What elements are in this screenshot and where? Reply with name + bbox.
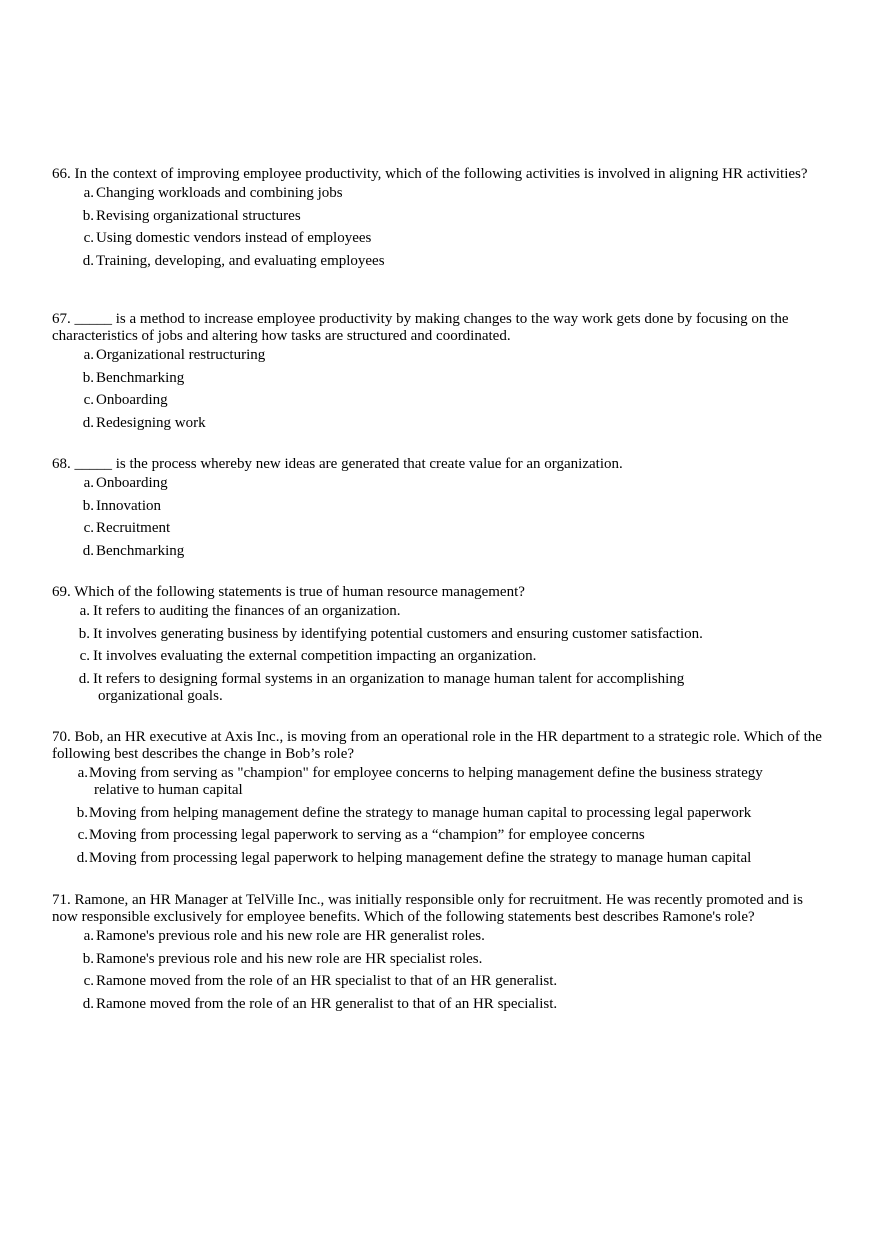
option-d [52,415,830,432]
question-stem: 71. Ramone, an HR Manager at TelVille Inc., was initially responsible only for recruitment. He was recently promoted and is now responsible exclusively for employee benefits. Which of the following statements best describes Ramone's role? [52,892,803,925]
question-stem: 68. _____ is the process whereby new ideas are generated that create value for an organization. [52,456,623,472]
option-letter: a. [79,603,90,619]
option-letter: a. [83,928,94,944]
option-text: It involves evaluating the external competition impacting an organization. [93,648,537,665]
option-c [52,230,830,247]
question-70 [52,729,830,872]
option-c [52,392,830,409]
option-letter: b. [82,369,94,386]
option-letter: d. [76,849,88,866]
option-c [52,827,830,844]
question-71 [52,892,830,1018]
option-letter: d. [82,542,94,559]
option-b [52,498,830,515]
option-text: Recruitment [96,520,171,537]
option-text: Redesigning work [96,414,206,431]
option-text: Benchmarking [96,369,185,386]
question-stem: 70. Bob, an HR executive at Axis Inc., is moving from an operational role in the HR department to a strategic role. Which of the following best describes the change in Bob’s role? [52,729,822,762]
option-letter: a. [83,347,94,363]
option-letter: c. [79,648,90,665]
option-b [52,208,830,225]
option-list [52,185,830,270]
option-text: Ramone moved from the role of an HR generalist to that of an HR specialist. [96,995,558,1012]
option-text: Moving from serving as "champion" for employee concerns to helping management define the business strategy [89,765,763,781]
option-list [52,475,830,560]
option-letter: a. [83,185,94,201]
option-letter: b. [76,804,88,821]
option-letter: c. [83,230,94,247]
option-d [52,996,830,1013]
option-text: Ramone's previous role and his new role are HR specialist roles. [96,950,483,967]
option-letter: d. [82,995,94,1012]
question-68 [52,456,830,565]
option-text: Moving from helping management define the strategy to manage human capital to processing legal paperwork [89,804,752,821]
option-list [52,347,830,432]
option-text: Innovation [96,497,161,514]
option-text-continued: relative to human capital [94,782,243,798]
option-letter: d. [78,670,90,687]
option-letter: c. [83,973,94,990]
option-d [52,850,830,867]
option-list [52,603,830,705]
option-list [52,928,830,1013]
option-c [52,520,830,537]
question-stem: 66. In the context of improving employee productivity, which of the following activities is involved in aligning HR activities? [52,166,808,182]
question-66 [52,166,830,275]
option-letter: b. [78,625,90,642]
question-stem: 69. Which of the following statements is true of human resource management? [52,584,525,600]
option-text: Onboarding [96,475,168,491]
option-text: Ramone moved from the role of an HR specialist to that of an HR generalist. [96,973,558,990]
option-c [52,648,830,665]
option-text: Changing workloads and combining jobs [96,185,343,201]
option-letter: a. [77,765,88,781]
option-b [52,370,830,387]
option-text: Ramone's previous role and his new role are HR generalist roles. [96,928,485,944]
option-letter: a. [83,475,94,491]
question-69 [52,584,830,710]
option-d [52,671,830,705]
option-b [52,805,830,822]
option-letter: b. [82,950,94,967]
option-a [52,185,830,202]
option-text: Training, developing, and evaluating employees [96,252,385,269]
option-text: Onboarding [96,392,168,409]
option-text: It refers to designing formal systems in an organization to manage human talent for accomplishing [93,670,685,687]
option-letter: b. [82,207,94,224]
option-a [52,475,830,492]
option-text: Moving from processing legal paperwork to serving as a “champion” for employee concerns [89,827,645,844]
question-stem: 67. _____ is a method to increase employee productivity by making changes to the way work gets done by focusing on the characteristics of jobs and altering how tasks are structured and coordinated. [52,311,789,344]
option-b [52,951,830,968]
option-c [52,973,830,990]
option-letter: c. [77,827,88,844]
option-b [52,626,830,643]
option-text-continued: organizational goals. [98,687,223,704]
option-text: It involves generating business by identifying potential customers and ensuring customer satisfaction. [93,625,703,642]
option-a [52,765,830,799]
option-letter: c. [83,392,94,409]
option-a [52,603,830,620]
option-text: Revising organizational structures [96,207,301,224]
option-text: Moving from processing legal paperwork to helping management define the strategy to manage human capital [89,849,752,866]
option-letter: d. [82,414,94,431]
option-list [52,765,830,867]
option-a [52,347,830,364]
option-letter: c. [83,520,94,537]
option-d [52,253,830,270]
option-letter: d. [82,252,94,269]
option-a [52,928,830,945]
question-67 [52,311,830,437]
option-letter: b. [82,497,94,514]
option-text: Benchmarking [96,542,185,559]
option-d [52,543,830,560]
option-text: It refers to auditing the finances of an organization. [93,603,401,619]
option-text: Organizational restructuring [96,347,266,363]
option-text: Using domestic vendors instead of employees [96,230,372,247]
